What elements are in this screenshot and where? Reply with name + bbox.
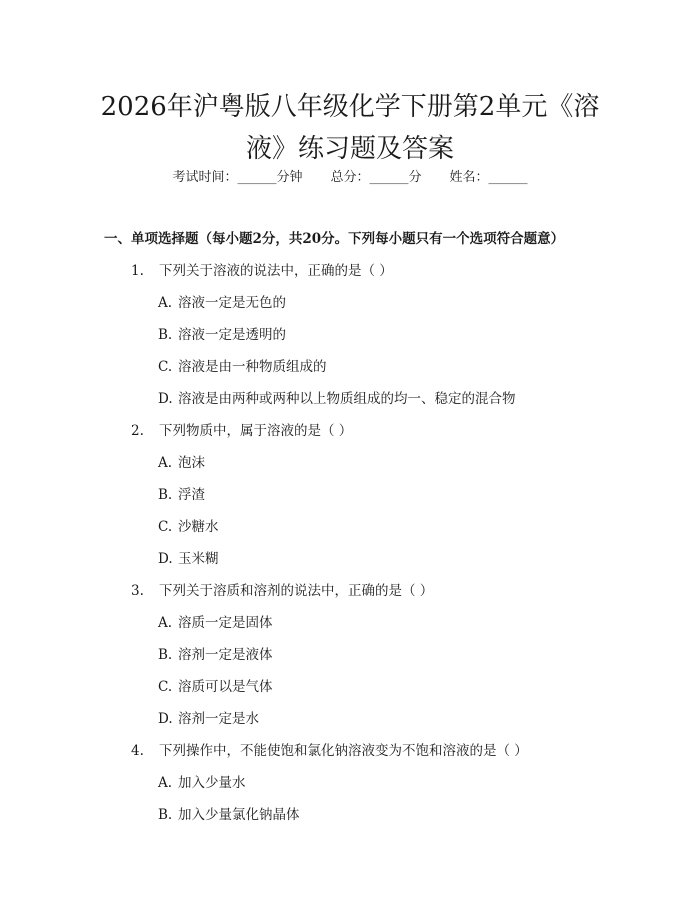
option-letter: A. — [158, 455, 173, 471]
option-letter: B. — [158, 327, 173, 343]
option-letter: C. — [158, 519, 173, 535]
option-text: 溶液一定是透明的 — [178, 327, 286, 343]
question-2 — [131, 422, 352, 440]
option-text: 玉米糊 — [178, 551, 219, 567]
question-number: 4. — [131, 743, 144, 759]
question-1 — [131, 262, 393, 280]
option-2b — [158, 486, 205, 504]
section-heading: 一、单项选择题（每小题2分，共20分。下列每小题只有一个选项符合题意） — [104, 231, 565, 247]
option-text: 溶液是由两种或两种以上物质组成的均一、稳定的混合物 — [178, 391, 516, 407]
option-3a — [158, 614, 273, 632]
question-text: 下列操作中，不能使饱和氯化钠溶液变为不饱和溶液的是（ ） — [159, 743, 528, 759]
option-2a — [158, 454, 205, 472]
option-3d — [158, 710, 259, 728]
option-letter: C. — [158, 679, 173, 695]
question-number: 1. — [131, 263, 144, 279]
option-1b — [158, 326, 286, 344]
option-text: 泡沫 — [178, 455, 205, 471]
option-text: 溶剂一定是水 — [178, 711, 259, 727]
option-text: 溶液一定是无色的 — [178, 295, 286, 311]
option-4b — [158, 806, 300, 824]
option-1a — [158, 294, 286, 312]
option-3b — [158, 646, 273, 664]
document-title — [60, 86, 640, 170]
question-text: 下列关于溶质和溶剂的说法中，正确的是（ ） — [159, 583, 434, 599]
exam-time: 考试时间：______分钟 — [172, 170, 303, 185]
option-text: 溶质可以是气体 — [178, 679, 273, 695]
option-text: 沙糖水 — [178, 519, 219, 535]
option-1c — [158, 358, 327, 376]
option-4a — [158, 774, 246, 792]
option-letter: D. — [158, 551, 173, 567]
option-letter: C. — [158, 359, 173, 375]
question-text: 下列关于溶液的说法中，正确的是（ ） — [159, 263, 393, 279]
option-letter: A. — [158, 615, 173, 631]
student-name: 姓名：______ — [449, 170, 528, 185]
exam-info — [0, 170, 700, 186]
option-letter: D. — [158, 391, 173, 407]
option-letter: A. — [158, 775, 173, 791]
option-text: 加入少量水 — [178, 775, 246, 791]
question-number: 3. — [131, 583, 144, 599]
question-4 — [131, 742, 528, 760]
option-2d — [158, 550, 219, 568]
option-letter: B. — [158, 647, 173, 663]
question-text: 下列物质中，属于溶液的是（ ） — [159, 423, 353, 439]
option-text: 溶液是由一种物质组成的 — [178, 359, 327, 375]
question-3 — [131, 582, 433, 600]
option-text: 溶质一定是固体 — [178, 615, 273, 631]
total-score: 总分：______分 — [330, 170, 422, 185]
option-letter: A. — [158, 295, 173, 311]
title-line-1: 2026年沪粤版八年级化学下册第2单元《溶 — [100, 92, 600, 122]
option-letter: B. — [158, 807, 173, 823]
option-text: 加入少量氯化钠晶体 — [178, 807, 300, 823]
title-line-2: 液》练习题及答案 — [245, 134, 454, 164]
option-1d — [158, 390, 516, 408]
option-letter: D. — [158, 711, 173, 727]
option-3c — [158, 678, 273, 696]
option-2c — [158, 518, 219, 536]
option-text: 溶剂一定是液体 — [178, 647, 273, 663]
option-text: 浮渣 — [178, 487, 205, 503]
option-letter: B. — [158, 487, 173, 503]
question-number: 2. — [131, 423, 144, 439]
